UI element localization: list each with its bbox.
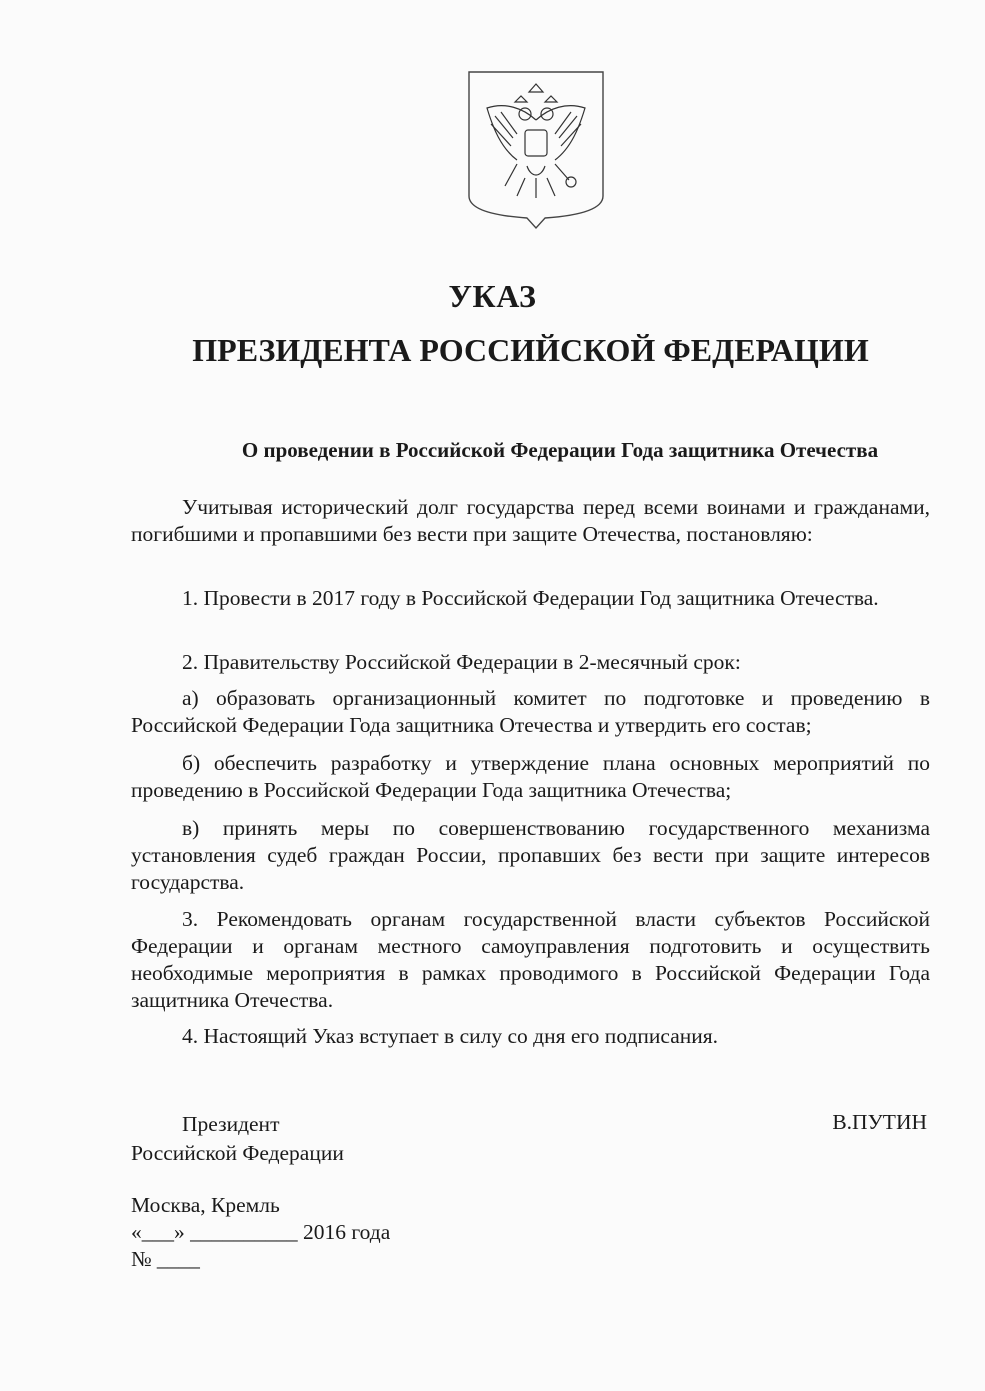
signatory-name: В.ПУТИН xyxy=(832,1110,927,1134)
signatory-title-line2: Российской Федерации xyxy=(131,1141,344,1165)
item-2c-text: в) принять меры по совершенствованию государственного механизма установления судеб граждан России, пропавших без вести при защите интересов государства. xyxy=(131,816,930,894)
item-4-text: 4. Настоящий Указ вступает в силу со дня его подписания. xyxy=(182,1024,719,1048)
item-2b xyxy=(131,750,930,804)
decree-subject: О проведении в Российской Федерации Года защитника Отечества xyxy=(241,438,879,462)
signatory-title-line1: Президент xyxy=(182,1112,280,1136)
item-3 xyxy=(131,906,930,1014)
item-2a xyxy=(131,685,930,739)
place: Москва, Кремль xyxy=(131,1193,280,1217)
preamble-text: Учитывая исторический долг государства перед всеми воинами и гражданами, погибшими и пропавшими без вести при защите Отечества, постановляю: xyxy=(131,495,930,546)
signatory-title xyxy=(131,1110,344,1168)
preamble-paragraph xyxy=(131,494,930,548)
decree-title: УКАЗ xyxy=(448,278,537,314)
item-1-text: 1. Провести в 2017 году в Российской Федерации Год защитника Отечества. xyxy=(182,586,879,610)
coat-of-arms-icon xyxy=(465,68,607,230)
item-2a-text: а) образовать организационный комитет по подготовке и проведению в Российской Федерации Года защитника Отечества и утвердить его состав; xyxy=(131,686,930,737)
place-date-block xyxy=(131,1192,390,1273)
item-2-text: 2. Правительству Российской Федерации в 2-месячный срок: xyxy=(182,650,741,674)
decree-issuer: ПРЕЗИДЕНТА РОССИЙСКОЙ ФЕДЕРАЦИИ xyxy=(192,332,869,368)
item-3-text: 3. Рекомендовать органам государственной власти субъектов Российской Федерации и органам местного самоуправления подготовить и осуществить необходимые мероприятия в рамках проводимого в Российской Федерации Года защитника Отечества. xyxy=(131,907,930,1012)
item-2 xyxy=(131,649,930,676)
item-1 xyxy=(131,585,930,612)
item-2b-text: б) обеспечить разработку и утверждение плана основных мероприятий по проведению в Российской Федерации Года защитника Отечества; xyxy=(131,751,930,802)
item-4 xyxy=(131,1023,930,1050)
item-2c xyxy=(131,815,930,896)
date-field: «___» __________ 2016 года xyxy=(131,1220,391,1244)
number-field: № ____ xyxy=(131,1247,200,1271)
